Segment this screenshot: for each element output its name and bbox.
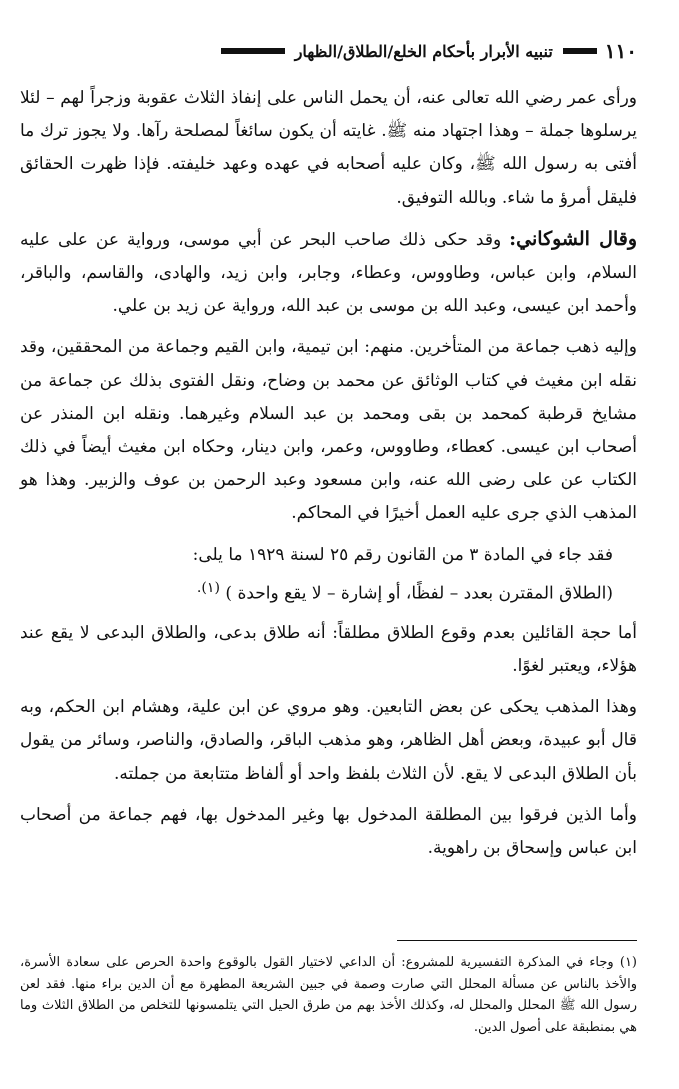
header-rule-right xyxy=(563,48,597,54)
running-title: تنبيه الأبرار بأحكام الخلع/الطلاق/الظهار xyxy=(294,41,553,61)
footnote-reference: (١). xyxy=(196,579,221,596)
law-citation: فقد جاء في المادة ٣ من القانون رقم ٢٥ لسنة ١٩٢٩ ما يلى: xyxy=(192,544,613,565)
law-quote-text: (الطلاق المقترن بعدد – لفظًا، أو إشارة – لا يقع واحدة ) xyxy=(220,583,613,604)
paragraph-3: وإليه ذهب جماعة من المتأخرين. منهم: ابن تيمية، وابن القيم وجماعة من المحققين، وقد نقله ابن مغيث في كتاب الوثائق عن محمد بن وضاح، ونقل الفتوى بذلك عن جماعة من مشايخ قرطبة كمحمد بن بقى ومحمد بن عبد السلام وغيرهما. ونقله ابن المنذر عن أصحاب ابن عيسى. كعطاء، وطاووس، وعمر، وابن دينار، وحكاه ابن مغيث أيضاً في ذلك الكتاب عن على رضى الله عنه، وابن مسعود وعبد الرحمن بن عوف والزبير. وهذا هو المذهب الذي جرى عليه العمل أخيرًا في المحاكم. xyxy=(20,337,637,524)
footnote-divider xyxy=(397,940,637,941)
paragraph-8: وأما الذين فرقوا بين المطلقة المدخول بها وغير المدخول بها، فهم جماعة من أصحاب ابن عباس وإسحاق بن راهوية. xyxy=(20,804,637,858)
header-rule-left xyxy=(221,48,285,54)
paragraph-2-text: وقد حكى ذلك صاحب البحر عن أبي موسى، ورواية عن على عليه السلام، وابن عباس، وطاووس، وعطاء، وجابر، وابن زيد، والهادى، والقاسم، والباقر، وأحمد ابن عيسى، وعبد الله بن موسى بن عبد الله، ورواية عن زيد بن علي. xyxy=(20,229,637,317)
footnote-1: (١) وجاء في المذكرة التفسيرية للمشروع: أن الداعي لاختيار القول بالوقوع واحدة الحرص على سعادة الأسرة، والأخذ بالناس عن مسألة المحلل التي صارت وصمة في جبين الشريعة المطهرة مع أن الدين براء منها. فقد لعن رسول الله ﷺ المحلل والمحلل له، وكذلك الأخذ بهم من طرق الحيل التي يتلمسونها للتخلص من الطلاق الثلاث وما هي بمنطبقة على أصول الدين. xyxy=(20,955,637,1035)
law-quote xyxy=(20,572,637,611)
paragraph-7: وهذا المذهب يحكى عن بعض التابعين. وهو مروي عن ابن علية، وهشام ابن الحكم، وبه قال أبو عبيدة، وبعض أهل الظاهر، وهو مذهب الباقر، والصادق، والناصر، وسائر من يقول بأن الطلاق البدعى لا يقع. لأن الثلاث بلفظ واحد أو ألفاظ متتابعة من جملته. xyxy=(20,697,637,784)
paragraph-6: أما حجة القائلين بعدم وقوع الطلاق مطلقاً: أنه طلاق بدعى، والطلاق البدعى لا يقع عند هؤلاء، ويعتبر لغوًا. xyxy=(20,622,637,676)
paragraph-1: ورأى عمر رضي الله تعالى عنه، أن يحمل الناس على إنفاذ الثلاث عقوبة وزجراً لهم – لئلا يرسلوها جملة – وهذا اجتهاد منه ﷺ. غايته أن يكون سائغاً لمصلحة رآها. ولا يجوز ترك ما أفتى به رسول الله ﷺ، وكان عليه أصحابه في عهده وعهد خليفته. فإذا ظهرت الحقائق فليقل أمرؤ ما شاء. وبالله التوفيق. xyxy=(20,88,637,208)
main-text xyxy=(20,82,637,873)
page-number: ١١٠ xyxy=(604,39,637,63)
paragraph-2 xyxy=(20,223,637,324)
paragraph-2-lead: وقال الشوكاني: xyxy=(509,227,637,250)
running-header xyxy=(20,36,637,66)
